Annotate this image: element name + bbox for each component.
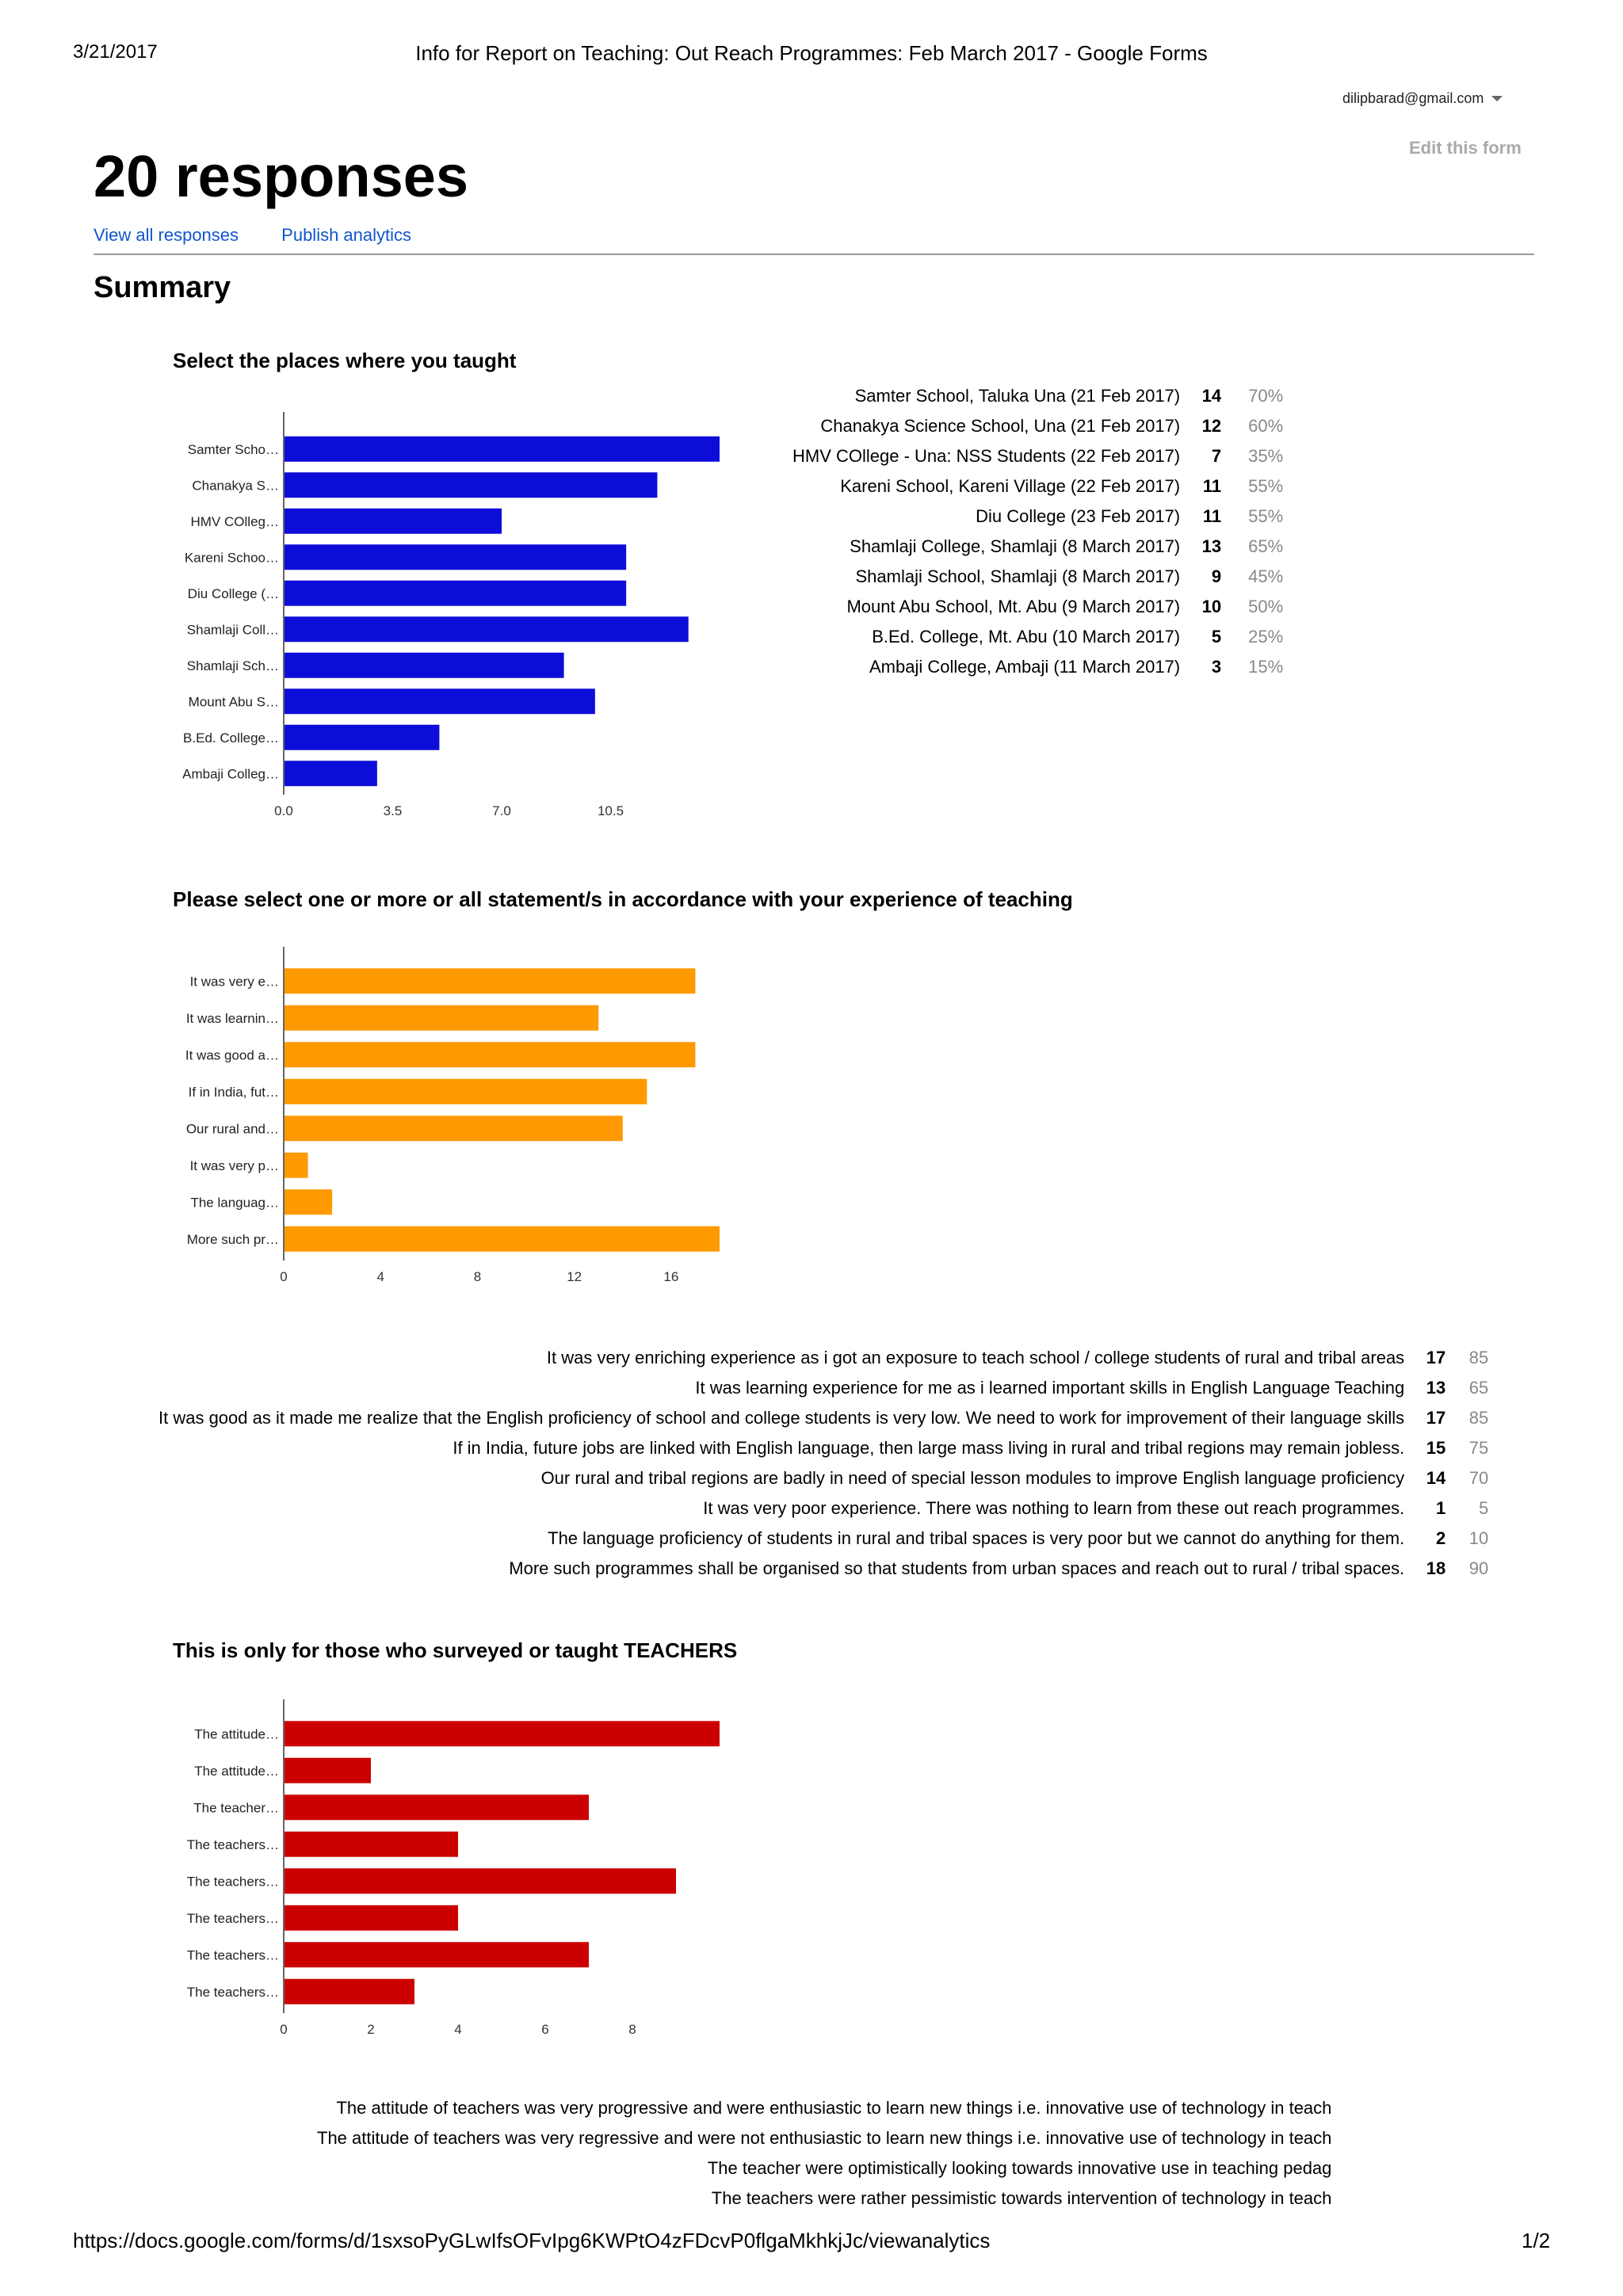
category-label: The attitude… [194,1763,279,1779]
category-label: Ambaji Colleg… [182,766,279,782]
row-count: 5 [1211,627,1222,646]
row-percent: 45% [1248,566,1284,586]
row-percent: 65% [1248,536,1284,556]
question-2-bar-chart [143,947,745,1284]
row-count: 13 [1201,536,1222,556]
category-label: The attitude… [194,1726,279,1742]
x-tick-label: 4 [376,1269,384,1284]
row-count: 10 [1201,597,1222,616]
row-label: More such programmes shall be organised so that students from urban spaces and reach out to rural / tribal spaces. [509,1558,1405,1578]
chevron-down-icon [1491,96,1503,101]
bar [285,653,564,678]
x-tick-label: 6 [541,2022,549,2037]
bar [285,1794,589,1820]
question-2-table [158,1343,1488,1584]
x-tick-label: 7.0 [492,803,511,818]
table-row [317,2183,1331,2214]
category-label: It was very e… [189,974,279,990]
question-3-table-viewport [317,2093,1552,2214]
row-count: 17 [1426,1408,1446,1428]
account-email: dilipbarad@gmail.com [1342,90,1484,106]
table-row [317,2093,1331,2123]
table-row [792,471,1283,502]
view-all-responses-link[interactable]: View all responses [94,225,239,245]
row-percent: 25% [1248,627,1284,646]
table-row [158,1463,1488,1493]
row-count: 1 [1435,1498,1446,1518]
bar [285,437,720,462]
bar [285,581,626,606]
x-tick-label: 16 [663,1269,679,1284]
table-row [792,502,1283,532]
category-label: Mount Abu S… [188,694,279,710]
row-count: 17 [1426,1348,1446,1367]
response-links [94,225,449,246]
bar [285,1942,589,1967]
bar [285,544,626,570]
table-row [792,381,1283,411]
row-count: 13 [1426,1378,1446,1398]
row-label: B.Ed. College, Mt. Abu (10 March 2017) [872,627,1181,646]
table-row [158,1373,1488,1403]
bar [285,509,502,534]
row-label: If in India, future jobs are linked with English language, then large mass living in rural and tribal regions may remain jobless. [453,1438,1405,1458]
table-row [792,411,1283,441]
bar [285,1116,623,1141]
row-label: HMV COllege - Una: NSS Students (22 Feb 2017) [792,446,1181,466]
bar [285,1721,720,1746]
row-label: It was very poor experience. There was nothing to learn from these out reach programmes. [703,1498,1405,1518]
row-percent: 70% [1248,386,1284,406]
bar [285,616,689,642]
bar [285,1758,371,1783]
row-percent: 10 [1468,1528,1489,1548]
table-row [158,1554,1488,1584]
category-label: Shamlaji Sch… [186,658,279,673]
table-row [317,2123,1331,2153]
bar [285,688,595,714]
row-percent: 75 [1468,1438,1489,1458]
account-menu[interactable] [1342,90,1503,107]
row-percent: 85 [1468,1348,1489,1367]
category-label: The teachers… [186,1947,279,1963]
x-tick-label: 10.5 [597,803,624,818]
row-percent: 35% [1248,446,1284,466]
bar [285,1042,695,1067]
bar [285,1226,720,1252]
row-label: The language proficiency of students in rural and tribal spaces is very poor but we cannot do anything for them. [548,1528,1405,1548]
row-count: 15 [1426,1438,1446,1458]
row-label: The attitude of teachers was very progressive and were enthusiastic to learn new things i.e. innovative use of technology in teach [336,2098,1332,2118]
question-2-title: Please select one or more or all statement/s in accordance with your experience of teaching [173,887,1073,911]
table-row [158,1403,1488,1433]
row-label: Samter School, Taluka Una (21 Feb 2017) [854,386,1181,406]
category-label: Diu College (… [187,585,279,601]
print-title: Info for Report on Teaching: Out Reach Programmes: Feb March 2017 - Google Forms [415,41,1208,65]
row-label: It was very enriching experience as i got an exposure to teach school / college students of rural and tribal areas [546,1348,1405,1367]
bar [285,1905,458,1931]
publish-analytics-link[interactable]: Publish analytics [281,225,412,245]
category-label: It was very p… [189,1158,279,1173]
question-3-title: This is only for those who surveyed or taught TEACHERS [173,1638,738,1662]
row-percent: 5 [1478,1498,1489,1518]
x-tick-label: 2 [367,2022,375,2037]
row-label: Our rural and tribal regions are badly in need of special lesson modules to improve English language proficiency [540,1468,1405,1488]
bar [285,1189,332,1215]
category-label: It was good a… [185,1047,279,1063]
category-label: If in India, fut… [188,1084,279,1100]
row-count: 18 [1426,1558,1446,1578]
bar [285,1079,647,1104]
row-percent: 55% [1248,476,1284,496]
category-label: B.Ed. College… [183,730,279,746]
print-date: 3/21/2017 [73,41,158,63]
category-label: Our rural and… [185,1121,279,1137]
bar [285,1005,598,1031]
row-label: The attitude of teachers was very regressive and were not enthusiastic to learn new things i.e. innovative use of technology in teach [317,2128,1332,2148]
row-label: Shamlaji College, Shamlaji (8 March 2017) [850,536,1181,556]
category-label: HMV COlleg… [190,513,279,529]
category-label: The teachers… [186,1910,279,1926]
x-tick-label: 0 [280,2022,288,2037]
row-label: Kareni School, Kareni Village (22 Feb 2017) [840,476,1181,496]
row-count: 3 [1211,657,1222,677]
question-1-title: Select the places where you taught [173,349,517,372]
table-row [792,652,1283,682]
question-3-table [317,2093,1331,2214]
footer-url: https://docs.google.com/forms/d/1sxsoPyGLwIfsOFvIpg6KWPtO4zFDcvP0flgaMkhkjJc/viewanalytics [73,2229,991,2252]
table-row [792,532,1283,562]
divider [94,254,1534,255]
row-percent: 70 [1468,1468,1489,1488]
category-label: The teachers… [186,1836,279,1852]
row-count: 11 [1202,476,1222,496]
row-label: Shamlaji School, Shamlaji (8 March 2017) [855,566,1181,586]
x-tick-label: 3.5 [383,803,403,818]
row-count: 7 [1211,446,1222,466]
category-label: The teacher… [193,1800,279,1816]
row-label: It was learning experience for me as i learned important skills in English Language Teaching [695,1378,1405,1398]
bar [285,1153,308,1178]
x-tick-label: 4 [454,2022,462,2037]
row-count: 2 [1435,1528,1446,1548]
row-percent: 50% [1248,597,1284,616]
category-label: Kareni Schoo… [184,550,279,566]
table-row [792,562,1283,592]
bar [285,1979,414,2004]
category-label: Samter Scho… [187,441,279,457]
bar [285,1868,676,1894]
row-percent: 60% [1248,416,1284,436]
category-label: The teachers… [186,1984,279,2000]
row-label: Ambaji College, Ambaji (11 March 2017) [869,657,1181,677]
row-percent: 55% [1248,506,1284,526]
row-label: The teacher were optimistically looking towards innovative use in teaching pedag [707,2158,1332,2178]
x-tick-label: 8 [473,1269,482,1284]
category-label: More such pr… [186,1231,279,1247]
category-label: Shamlaji Coll… [186,622,279,638]
category-label: It was learnin… [185,1010,279,1026]
category-label: The teachers… [186,1874,279,1890]
bar [285,472,657,498]
table-row [792,441,1283,471]
bar [285,968,695,994]
row-label: It was good as it made me realize that the English proficiency of school and college students is very low. We need to work for improvement of their language skills [158,1408,1405,1428]
x-tick-label: 8 [628,2022,636,2037]
row-label: Mount Abu School, Mt. Abu (9 March 2017) [846,597,1181,616]
table-row [158,1493,1488,1524]
x-tick-label: 0.0 [274,803,293,818]
question-1-bar-chart [143,412,745,887]
edit-form-link[interactable]: Edit this form [1409,138,1522,158]
table-row [158,1433,1488,1463]
row-count: 14 [1426,1468,1446,1488]
footer-page-number: 1/2 [1522,2229,1551,2252]
table-row [792,592,1283,622]
row-count: 9 [1211,566,1222,586]
row-count: 14 [1201,386,1222,406]
table-row [317,2153,1331,2183]
row-percent: 85 [1468,1408,1489,1428]
bar [285,725,439,750]
x-tick-label: 0 [280,1269,288,1284]
row-label: Chanakya Science School, Una (21 Feb 2017) [820,416,1181,436]
x-tick-label: 12 [567,1269,582,1284]
row-count: 11 [1202,506,1222,526]
row-count: 12 [1201,416,1222,436]
row-label: The teachers were rather pessimistic towards intervention of technology in teach [711,2188,1332,2208]
row-percent: 65 [1468,1378,1489,1398]
question-1-table [792,381,1283,682]
bar [285,761,377,786]
summary-heading: Summary [94,271,231,304]
category-label: The languag… [190,1195,279,1211]
responses-title: 20 responses [94,143,469,209]
bar [285,1832,458,1857]
table-row [158,1343,1488,1373]
row-label: Diu College (23 Feb 2017) [976,506,1181,526]
question-3-bar-chart [143,1699,745,2037]
row-percent: 90 [1468,1558,1489,1578]
row-percent: 15% [1248,657,1284,677]
table-row [158,1524,1488,1554]
category-label: Chanakya S… [192,478,279,494]
table-row [792,622,1283,652]
